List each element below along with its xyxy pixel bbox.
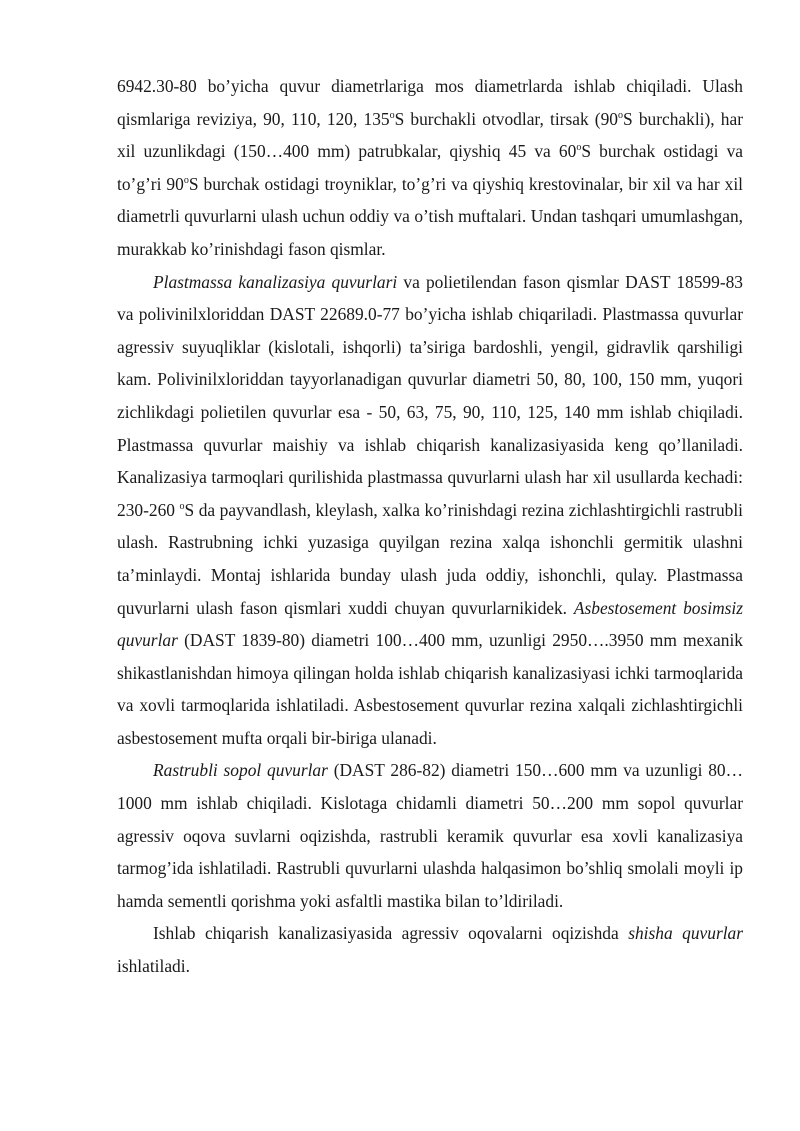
text-run: (DAST 286-82) diametri 150…600 mm va uzunligi 80…1000 mm ishlab chiqiladi. Kislotaga chidamli diametri 50…200 mm sopol quvurlar agressiv oqova suvlarni oqizishda, rastrubli keramik quvurlar esa xovli kanalizasiya tarmog’ida ishlatiladi. Rastrubli quvurlarni ulashda halqasimon bo’shliq smolali moyli ip hamda sementli qorishma yoki asfaltli mastika bilan to’ldiriladi. [117,760,743,911]
paragraph-4 [117,917,743,982]
degree-sup: o [389,109,395,121]
term-glass-pipes: shisha quvurlar [628,923,744,944]
term-plastic-pipes: Plastmassa kanalizasiya quvurlari [153,271,398,292]
term-ceramic-pipes: Rastrubli sopol quvurlar [153,760,328,781]
text-run: 6942.30-80 bo’yicha quvur diametrlariga mos diametrlarda ishlab chiqiladi. Ulash qismlariga reviziya, 90, 110, 120, 135 [117,76,743,129]
degree-sup: o [179,500,185,512]
paragraph-1 [117,70,743,266]
text-run: S burchakli otvodlar, tirsak (90 [394,108,618,129]
text-run: Ishlab chiqarish kanalizasiyasida agressiv oqovalarni oqizishda [153,923,629,944]
text-run: ishlatiladi. [117,956,190,977]
paragraph-2 [117,266,743,755]
degree-sup: o [183,174,189,186]
paragraph-3 [117,754,743,917]
term-asbestos-pipes: Asbestosement bosimsiz quvurlar [117,597,743,651]
text-run: S da payvandlash, kleylash, xalka ko’rinishdagi rezina zichlashtirgichli rastrubli ulash. Rastrubning ichki yuzasiga quyilgan rezina xalqa ishonchli germitik ulashni ta’minlaydi. Montaj ishlarida bunday ulash juda oddiy, ishonchli, qulay. Plastmassa quvurlarni ulash fason qismlari xuddi chuyan quvurlarnikidek. [117,499,743,618]
text-run: va polietilendan fason qismlar DAST 18599-83 va polivinilxloriddan DAST 22689.0-77 bo’yicha ishlab chiqariladi. Plastmassa quvurlar agressiv suyuqliklar (kislotali, ishqorli) ta’siriga bardoshli, yengil, gidravlik qarshiligi kam. Polivinilxloriddan tayyorlanadigan quvurlar diametri 50, 80, 100, 150 mm, yuqori zichlikdagi polietilen quvurlar esa - 50, 63, 75, 90, 110, 125, 140 mm ishlab chiqiladi. Plastmassa quvurlar maishiy va ishlab chiqarish kanalizasiyasida keng qo’llaniladi. Kanalizasiya tarmoqlari qurilishida plastmassa quvurlarni ulash har xil usullarda kechadi: 230-260 [117,271,743,520]
degree-sup: o [618,109,623,121]
text-run: S burchak ostidagi troyniklar, to’g’ri va qiyshiq krestovinalar, bir xil va har xil diametrli quvurlarni ulash uchun oddiy va o’tish muftalari. Undan tashqari umumlashgan, murakkab ko’rinishdagi fason qismlar. [117,173,743,259]
text-run: S burchak ostidagi va to’g’ri 90 [117,141,743,194]
text-run: S burchakli), har xil uzunlikdagi (150…400 mm) patrubkalar, qiyshiq 45 va 60 [117,108,744,162]
text-run: (DAST 1839-80) diametri 100…400 mm, uzunligi 2950….3950 mm mexanik shikastlanishdan himoya qilingan holda ishlab chiqarish kanalizasiyasi ichki tarmoqlarida va xovli tarmoqlarida ishlatiladi. Asbestosement quvurlar rezina xalqali zichlashtirgichli asbestosement mufta orqali bir-biriga ulanadi. [117,630,743,748]
document-page [117,70,743,983]
degree-sup: o [576,142,582,154]
